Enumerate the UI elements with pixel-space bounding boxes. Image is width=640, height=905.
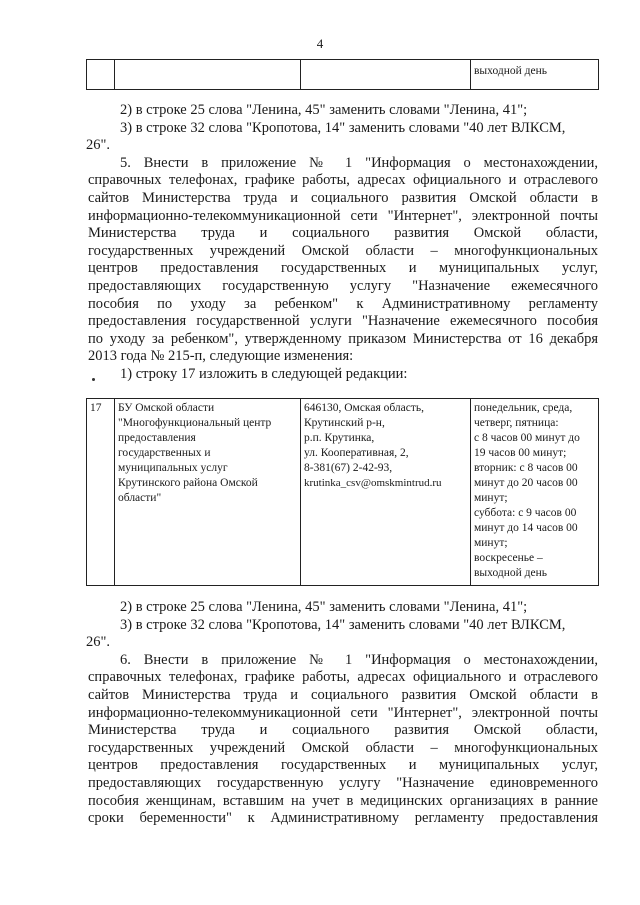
schedule-cell: понедельник, среда, четверг, пятница: с 8 часов 00 минут до 19 часов 00 минут; вторник: с 8 часов 00 минут до 20 часов 00 минут; суббота: с 9 часов 00 минут до 14 часов 00 минут; воскресенье – выходной день (471, 399, 599, 586)
table-cell (87, 60, 115, 90)
page-number: 4 (316, 36, 324, 51)
table-cell-schedule: выходной день (471, 60, 599, 90)
table-cell (301, 60, 471, 90)
paragraph-6: 6. Внести в приложение № 1 "Информация о местонахождении, справочных телефонах, графике работы, адресах официального и отраслевого сайтов Министерства труда и социального развития Омской области в информационно-телекоммуникационной сети "Интернет", электронной почты Министерства труда и социального развития Омской области, государственных учреждений Омской области – многофункциональных центров предоставления государственных и муниципальных услуг, предоставляющих государственную услугу "Назначение единовременного пособия женщинам, вставшим на учет в медицинских организациях в ранние сроки беременности" к Административному регламенту предоставления (88, 651, 598, 827)
amendment-item: 3) в строке 32 слова "Кропотова, 14" заменить словами "40 лет ВЛКСМ, (120, 119, 566, 136)
table-fragment-top (86, 59, 599, 90)
amendment-item-cont: 26". (86, 634, 111, 651)
address-cell: 646130, Омская область, Крутинский р-н, р.п. Крутинка, ул. Кооперативная, 2, 8-381(67) 2-42-93, krutinka_csv@omskmintrud.ru (301, 399, 471, 586)
organization-cell: БУ Омской области "Многофункциональный центр предоставления государственных и муниципальных услуг Крутинского района Омской области" (115, 399, 301, 586)
table-row (87, 399, 599, 586)
paragraph-5: 5. Внести в приложение № 1 "Информация о местонахождении, справочных телефонах, графике работы, адресах официального и отраслевого сайтов Министерства труда и социального развития Омской области в информационно-телекоммуникационной сети "Интернет", электронной почты Министерства труда и социального развития Омской области, государственных учреждений Омской области – многофункциональных центров предоставления государственных и муниципальных услуг, предоставляющих государственную услугу "Назначение ежемесячного пособия по уходу за ребенком" к Административному регламенту предоставления государственной услуги "Назначение ежемесячного пособия по уходу за ребенком", утвержденному приказом Министерства от 16 декабря 2013 года № 215-п, следующие изменения: (88, 154, 598, 365)
table-cell (115, 60, 301, 90)
amendment-block-1 (88, 102, 598, 384)
amendment-item: 2) в строке 25 слова "Ленина, 45" заменить словами "Ленина, 41"; (120, 599, 528, 615)
amendment-item: 1) строку 17 изложить в следующей редакции: (120, 365, 408, 382)
amendment-block-2 (88, 599, 598, 828)
table-row (87, 60, 599, 90)
scan-speck (92, 378, 95, 381)
amendment-item: 3) в строке 32 слова "Кропотова, 14" заменить словами "40 лет ВЛКСМ, (120, 616, 566, 633)
row-number: 17 (87, 399, 115, 586)
amendment-item: 2) в строке 25 слова "Ленина, 45" заменить словами "Ленина, 41"; (120, 102, 528, 118)
email-text: krutinka_csv@omskmintrud.ru (304, 477, 442, 489)
table-row-17 (86, 398, 599, 586)
amendment-item-cont: 26". (86, 137, 111, 154)
